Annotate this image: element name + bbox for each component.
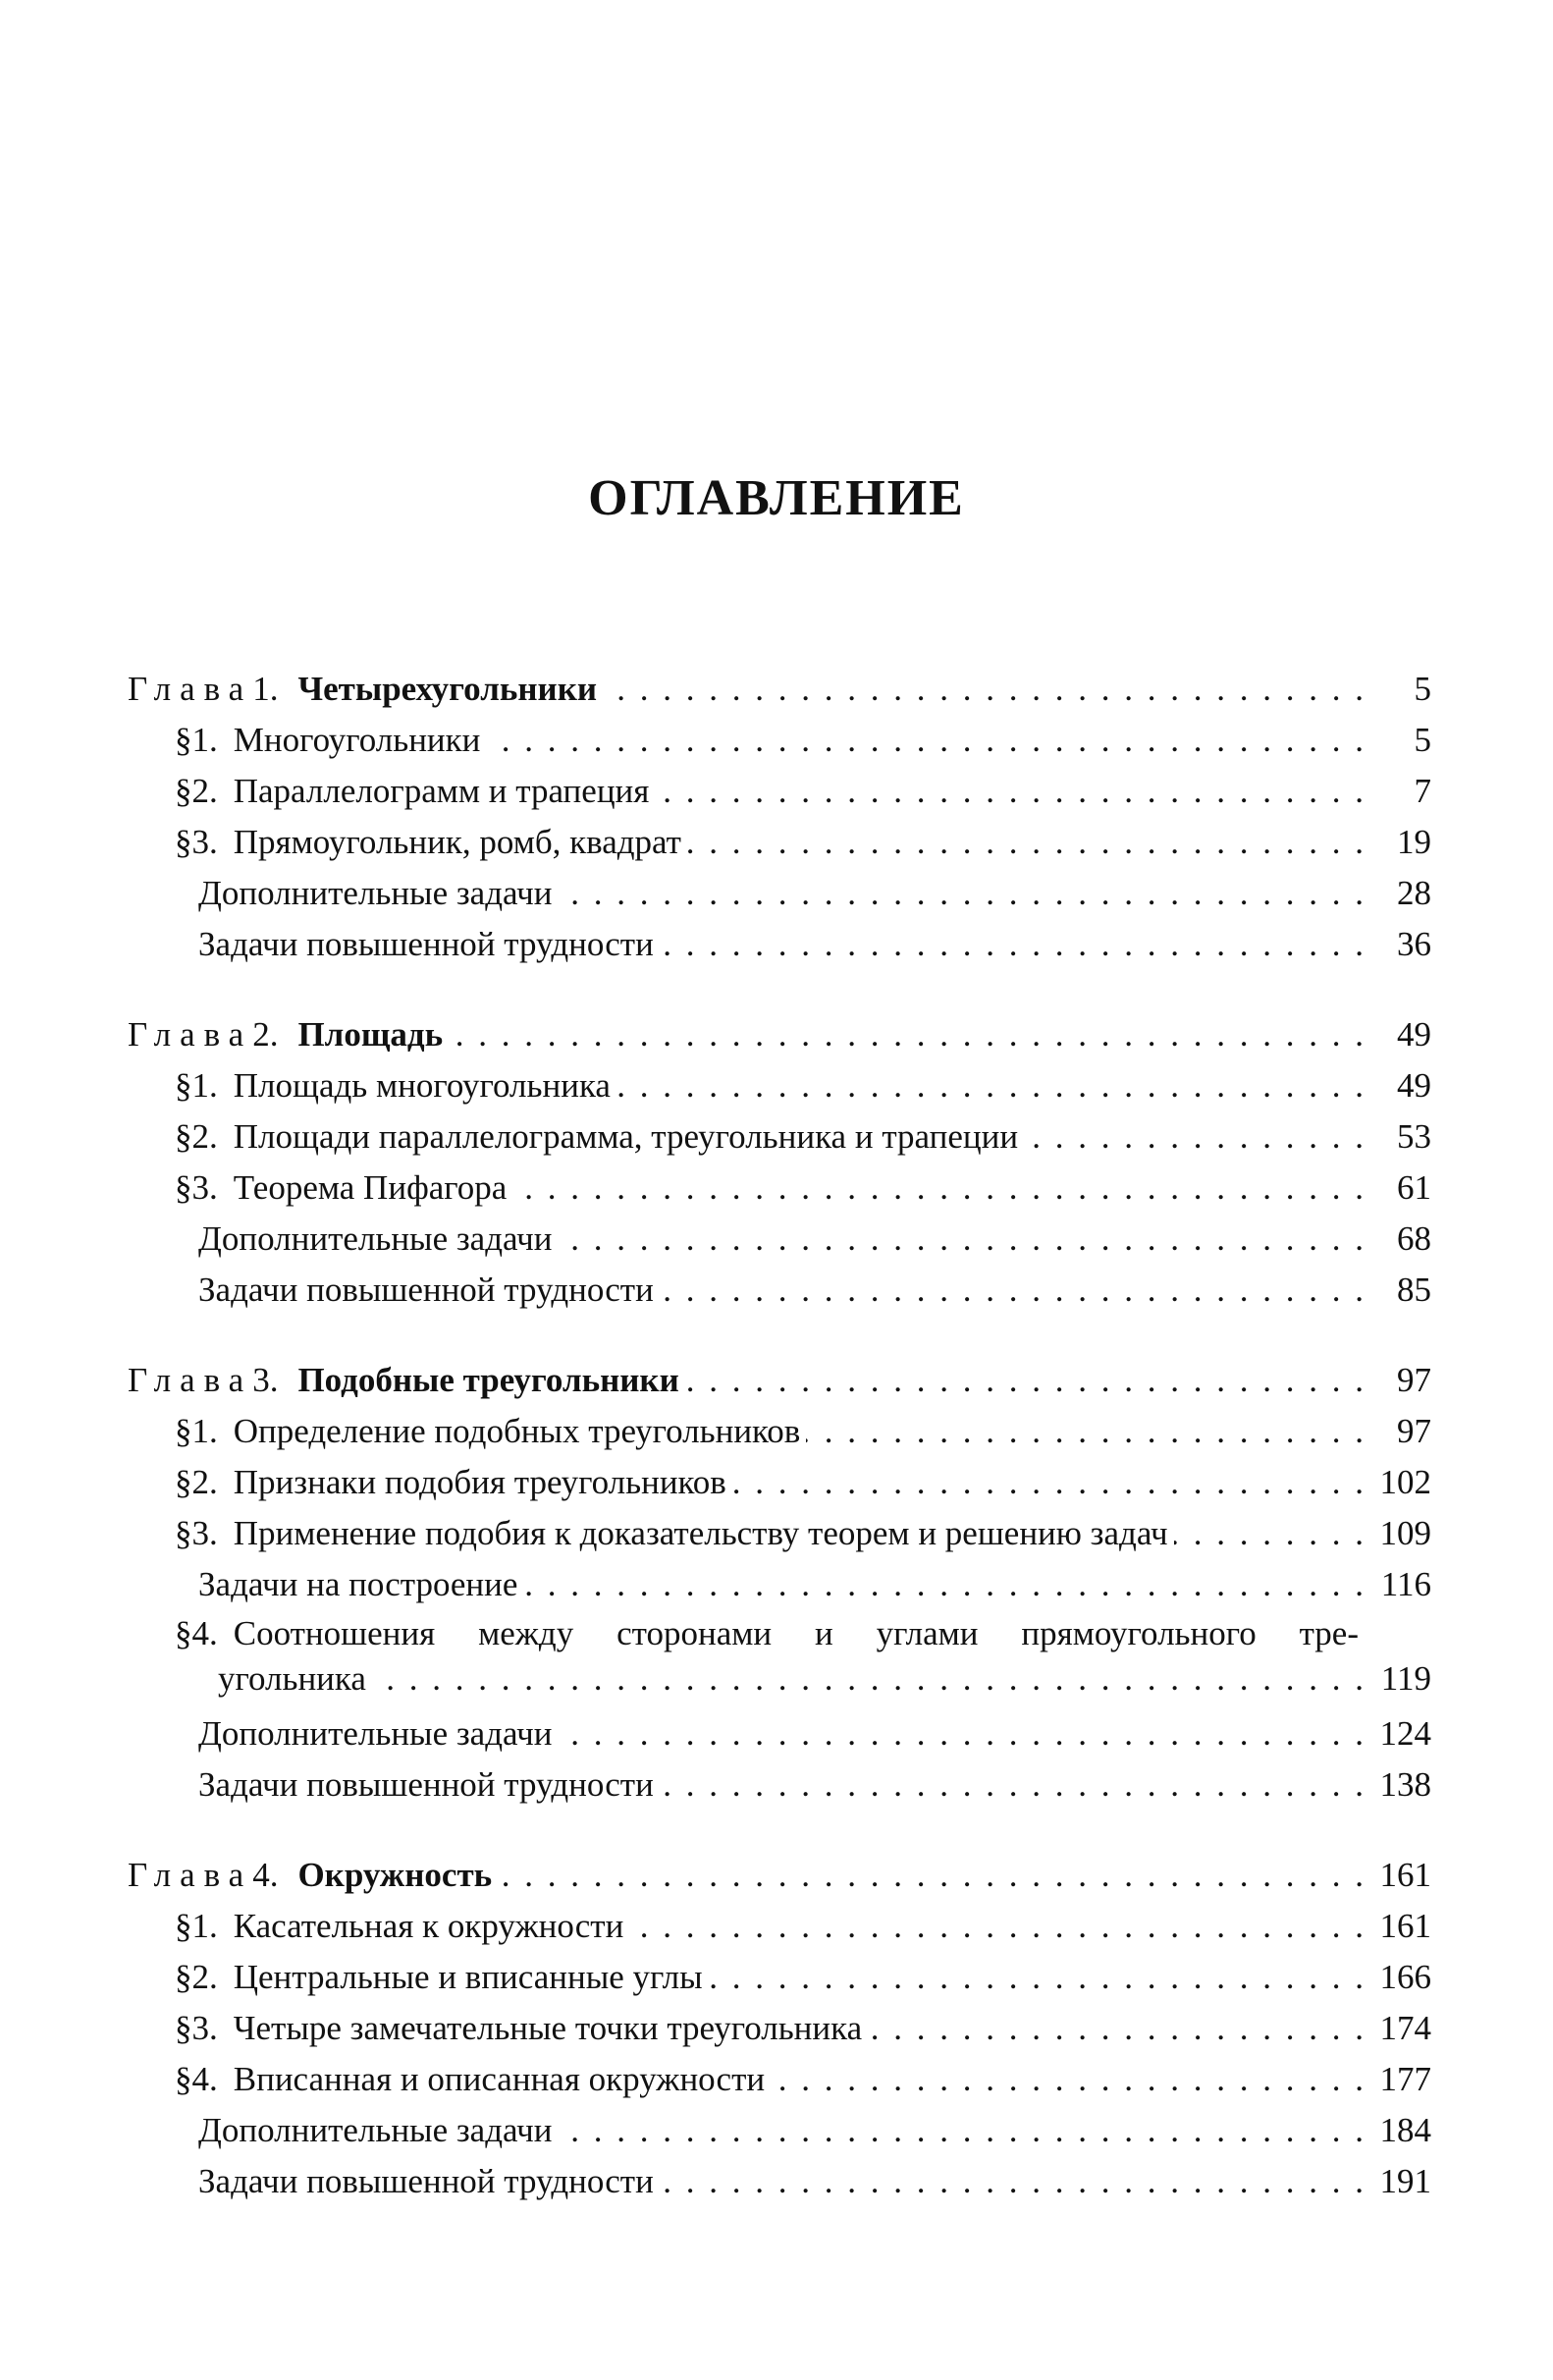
section-title: Прямоугольник, ромб, квадрат bbox=[233, 823, 681, 861]
section-title: Вписанная и описанная окружности bbox=[233, 2060, 766, 2098]
chapter-heading[interactable] bbox=[128, 664, 1431, 715]
section-number: §4. bbox=[175, 2060, 218, 2098]
chapter-title: Площадь bbox=[297, 1015, 444, 1054]
section-number: §4. bbox=[175, 1614, 218, 1652]
page-number: 161 bbox=[1379, 1907, 1431, 1945]
chapter-title: Окружность bbox=[297, 1856, 493, 1894]
page-number: 177 bbox=[1379, 2060, 1431, 2098]
chapter-3 bbox=[128, 1355, 1431, 1811]
section-number: §1. bbox=[175, 1066, 218, 1105]
page-number: 85 bbox=[1397, 1271, 1431, 1309]
table-of-contents bbox=[128, 664, 1431, 2207]
toc-entry-section[interactable] bbox=[128, 1901, 1431, 1952]
chapter-heading[interactable] bbox=[128, 1850, 1431, 1901]
toc-entry-section[interactable] bbox=[128, 1060, 1431, 1111]
page-number: 28 bbox=[1397, 874, 1431, 912]
toc-entry-section[interactable] bbox=[128, 1406, 1431, 1457]
dot-leader bbox=[559, 2105, 1367, 2156]
page-number: 138 bbox=[1379, 1765, 1431, 1804]
section-title: Применение подобия к доказательству теорем и решению задач bbox=[233, 1514, 1168, 1552]
toc-entry-extra[interactable] bbox=[128, 868, 1431, 919]
toc-entry-extra[interactable] bbox=[128, 1214, 1431, 1265]
page-number: 161 bbox=[1379, 1856, 1431, 1894]
dot-leader bbox=[372, 1657, 1366, 1701]
page-number: 102 bbox=[1379, 1463, 1431, 1501]
extra-title: Задачи повышенной трудности bbox=[198, 1765, 654, 1804]
page-number: 49 bbox=[1397, 1066, 1431, 1105]
section-title: Определение подобных треугольников bbox=[233, 1412, 801, 1450]
section-title: Соотношения между сторонами и углами прямоугольного тре- bbox=[233, 1614, 1359, 1652]
chapter-number: 2. bbox=[252, 1015, 279, 1054]
toc-entry-section[interactable] bbox=[128, 2003, 1431, 2054]
page-title: ОГЛАВЛЕНИЕ bbox=[588, 470, 965, 526]
page-number: 191 bbox=[1379, 2162, 1431, 2200]
toc-entry-extra[interactable] bbox=[128, 2105, 1431, 2156]
toc-entry-section[interactable] bbox=[128, 1457, 1431, 1508]
section-number: §2. bbox=[175, 1117, 218, 1156]
section-title: Параллелограмм и трапеция bbox=[233, 772, 650, 810]
toc-entry-section-wrapped[interactable] bbox=[128, 1610, 1431, 1701]
chapter-1 bbox=[128, 664, 1431, 970]
page-number: 97 bbox=[1397, 1412, 1431, 1450]
dot-leader bbox=[687, 817, 1366, 868]
chapter-title: Подобные треугольники bbox=[297, 1361, 679, 1399]
dot-leader bbox=[616, 1060, 1366, 1111]
page-number: 19 bbox=[1397, 823, 1431, 861]
section-number: §3. bbox=[175, 823, 218, 861]
page-number: 5 bbox=[1414, 670, 1431, 708]
section-title: Площади параллелограмма, треугольника и трапеции bbox=[233, 1117, 1019, 1156]
dot-leader bbox=[498, 1850, 1366, 1901]
section-title: Центральные и вписанные углы bbox=[233, 1958, 703, 1996]
toc-entry-section[interactable] bbox=[128, 1508, 1431, 1559]
dot-leader bbox=[868, 2003, 1366, 2054]
extra-title: Дополнительные задачи bbox=[198, 874, 553, 912]
page-number: 36 bbox=[1397, 925, 1431, 963]
page-number: 119 bbox=[1380, 1659, 1431, 1698]
section-number: §2. bbox=[175, 1958, 218, 1996]
extra-title: Задачи повышенной трудности bbox=[198, 1271, 654, 1309]
section-title: Четыре замечательные точки треугольника bbox=[233, 2009, 863, 2047]
chapter-title: Четырехугольники bbox=[297, 670, 598, 708]
dot-leader bbox=[732, 1457, 1366, 1508]
section-number: §2. bbox=[175, 1463, 218, 1501]
dot-leader bbox=[660, 1265, 1366, 1316]
toc-entry-extra[interactable] bbox=[128, 1265, 1431, 1316]
page-number: 116 bbox=[1380, 1565, 1431, 1603]
dot-leader bbox=[559, 1708, 1367, 1759]
page-number: 184 bbox=[1379, 2111, 1431, 2149]
dot-leader bbox=[660, 2156, 1366, 2207]
toc-entry-section[interactable] bbox=[128, 766, 1431, 817]
dot-leader bbox=[603, 664, 1366, 715]
wrapped-line-2 bbox=[175, 1657, 1431, 1701]
dot-leader bbox=[559, 1214, 1367, 1265]
toc-entry-extra[interactable] bbox=[128, 2156, 1431, 2207]
dot-leader bbox=[559, 868, 1367, 919]
section-title: Касательная к окружности bbox=[233, 1907, 624, 1945]
toc-entry-extra[interactable] bbox=[128, 1559, 1431, 1610]
chapter-heading[interactable] bbox=[128, 1355, 1431, 1406]
section-number: §2. bbox=[175, 772, 218, 810]
dot-leader bbox=[660, 919, 1366, 970]
chapter-word: Глава bbox=[128, 1856, 253, 1894]
dot-leader bbox=[486, 715, 1366, 766]
chapter-2 bbox=[128, 1009, 1431, 1316]
dot-leader bbox=[685, 1355, 1366, 1406]
chapter-4 bbox=[128, 1850, 1431, 2207]
toc-entry-section[interactable] bbox=[128, 817, 1431, 868]
dot-leader bbox=[629, 1901, 1366, 1952]
page-number: 124 bbox=[1379, 1714, 1431, 1753]
extra-title: Задачи на построение bbox=[198, 1565, 518, 1603]
chapter-heading[interactable] bbox=[128, 1009, 1431, 1060]
chapter-word: Глава bbox=[128, 1015, 253, 1054]
extra-title: Задачи повышенной трудности bbox=[198, 2162, 654, 2200]
toc-entry-extra[interactable] bbox=[128, 919, 1431, 970]
dot-leader bbox=[449, 1009, 1366, 1060]
chapter-word: Глава bbox=[128, 1361, 253, 1399]
chapter-word: Глава bbox=[128, 670, 253, 708]
toc-entry-section[interactable] bbox=[128, 1952, 1431, 2003]
section-title: Многоугольники bbox=[233, 721, 481, 759]
wrapped-line-1 bbox=[175, 1610, 1431, 1657]
dot-leader bbox=[1174, 1508, 1366, 1559]
extra-title: Дополнительные задачи bbox=[198, 2111, 553, 2149]
dot-leader bbox=[655, 766, 1366, 817]
toc-entry-section[interactable] bbox=[128, 2054, 1431, 2105]
page-number: 7 bbox=[1414, 772, 1431, 810]
section-number: §3. bbox=[175, 1168, 218, 1207]
extra-title: Задачи повышенной трудности bbox=[198, 925, 654, 963]
section-title: Признаки подобия треугольников bbox=[233, 1463, 726, 1501]
toc-entry-section[interactable] bbox=[128, 1111, 1431, 1163]
dot-leader bbox=[523, 1559, 1366, 1610]
dot-leader bbox=[771, 2054, 1366, 2105]
page-number: 49 bbox=[1397, 1015, 1431, 1054]
section-number: §1. bbox=[175, 721, 218, 759]
page-number: 174 bbox=[1379, 2009, 1431, 2047]
dot-leader bbox=[512, 1163, 1366, 1214]
dot-leader bbox=[1024, 1111, 1366, 1163]
toc-entry-extra[interactable] bbox=[128, 1759, 1431, 1811]
section-title-continuation: угольника bbox=[218, 1659, 366, 1698]
page-number: 68 bbox=[1397, 1219, 1431, 1258]
section-number: §1. bbox=[175, 1412, 218, 1450]
toc-entry-section[interactable] bbox=[128, 1163, 1431, 1214]
section-number: §3. bbox=[175, 1514, 218, 1552]
section-number: §3. bbox=[175, 2009, 218, 2047]
page-number: 5 bbox=[1414, 721, 1431, 759]
dot-leader bbox=[709, 1952, 1366, 2003]
page-number: 61 bbox=[1397, 1168, 1431, 1207]
section-title: Площадь многоугольника bbox=[233, 1066, 611, 1105]
section-number: §1. bbox=[175, 1907, 218, 1945]
chapter-number: 4. bbox=[252, 1856, 279, 1894]
extra-title: Дополнительные задачи bbox=[198, 1219, 553, 1258]
chapter-number: 3. bbox=[252, 1361, 279, 1399]
extra-title: Дополнительные задачи bbox=[198, 1714, 553, 1753]
page-number: 97 bbox=[1397, 1361, 1431, 1399]
page-number: 109 bbox=[1379, 1514, 1431, 1552]
page-number: 166 bbox=[1379, 1958, 1431, 1996]
page-number: 53 bbox=[1397, 1117, 1431, 1156]
dot-leader bbox=[806, 1406, 1366, 1457]
dot-leader bbox=[660, 1759, 1366, 1811]
chapter-number: 1. bbox=[252, 670, 279, 708]
section-title: Теорема Пифагора bbox=[233, 1168, 508, 1207]
toc-entry-extra[interactable] bbox=[128, 1708, 1431, 1759]
toc-entry-section[interactable] bbox=[128, 715, 1431, 766]
